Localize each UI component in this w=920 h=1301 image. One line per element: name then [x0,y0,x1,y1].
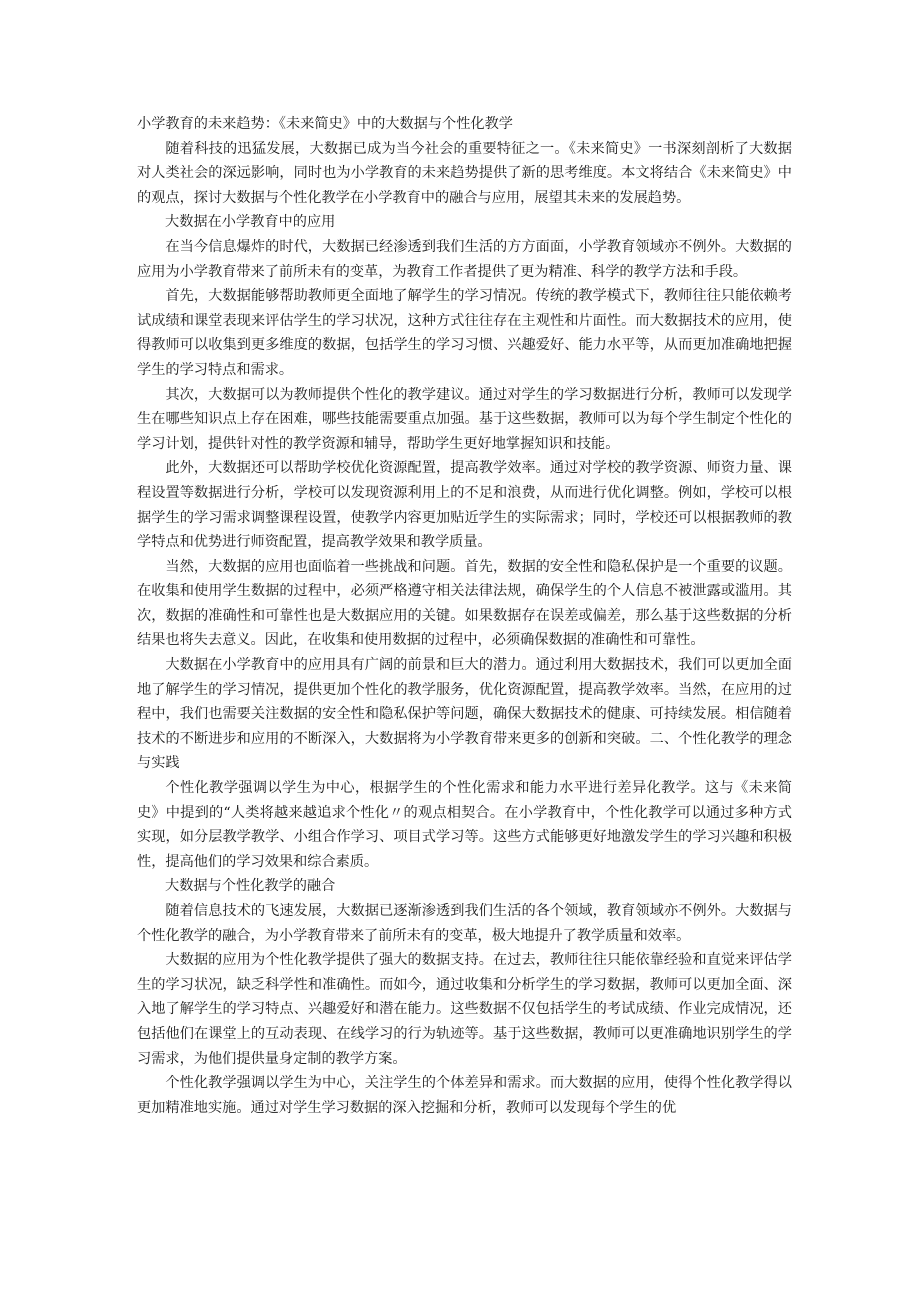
document-title: 小学教育的未来趋势：《未来简史》中的大数据与个性化教学 [137,116,513,132]
closing-text: 大数据在小学教育中的应用具有广阔的前景和巨大的潜力。通过利用大数据技术，我们可以更加全面地了解学生的学习情况，提供更加个性化的教学服务，优化资源配置，提高教学效率。当然，在应用的过程中，我们也需要关注数据的安全性和隐私保护等问题，确保大数据技术的健康、可持续发展。相信随着技术的不断进步和应用的不断深入，大数据将为小学教育带来更多的创新和突破。 [137,657,792,747]
body-paragraph: 其次，大数据可以为教师提供个性化的教学建议。通过对学生的学习数据进行分析，教师可以发现学生在哪些知识点上存在困难，哪些技能需要重点加强。基于这些数据，教师可以为每个学生制定个性化的学习计划，提供针对性的教学资源和辅导，帮助学生更好地掌握知识和技能。 [137,386,792,452]
closing-paragraph [137,653,792,776]
body-paragraph: 随着信息技术的飞速发展，大数据已逐渐渗透到我们生活的各个领域，教育领域亦不例外。大数据与个性化教学的融合，为小学教育带来了前所未有的变革，极大地提升了教学质量和效率。 [137,903,792,944]
body-paragraph: 个性化教学强调以学生为中心，关注学生的个体差异和需求。而大数据的应用，使得个性化教学得以更加精准地实施。通过对学生学习数据的深入挖掘和分析，教师可以发现每个学生的优 [137,1075,792,1116]
section-heading-big-data-application: 大数据在小学教育中的应用 [165,214,336,231]
section-heading-fusion: 大数据与个性化教学的融合 [165,878,336,895]
body-paragraph: 此外，大数据还可以帮助学校优化资源配置，提高教学效率。通过对学校的教学资源、师资力量、课程设置等数据进行分析，学校可以发现资源利用上的不足和浪费，从而进行优化调整。例如，学校可以根据学生的学习需求调整课程设置，使教学内容更加贴近学生的实际需求；同时，学校还可以根据教师的教学特点和优势进行师资配置，提高教学效果和教学质量。 [137,460,792,551]
section-heading-personalized-teaching: 二、个性化教学的理念与实践 [137,730,792,772]
body-paragraph: 在当今信息爆炸的时代，大数据已经渗透到我们生活的方方面面，小学教育领域亦不例外。大数据的应用为小学教育带来了前所未有的变革，为教育工作者提供了更为精准、科学的教学方法和手段。 [137,238,792,280]
document-page [137,112,792,1120]
intro-paragraph: 随着科技的迅猛发展，大数据已成为当今社会的重要特征之一。《未来简史》一书深刻剖析了大数据对人类社会的深远影响，同时也为小学教育的未来趋势提供了新的思考维度。本文将结合《未来简史》中的观点，探讨大数据与个性化教学在小学教育中的融合与应用，展望其未来的发展趋势。 [137,140,792,206]
body-paragraph: 个性化教学强调以学生为中心，根据学生的个性化需求和能力水平进行差异化教学。这与《未来简史》中提到的“人类将越来越追求个性化〃的观点相契合。在小学教育中，个性化教学可以通过多种方式实现，如分层教学教学、小组合作学习、项目式学习等。这些方式能够更好地激发学生的学习兴趣和积极性，提高他们的学习效果和综合素质。 [137,780,792,870]
body-paragraph: 当然，大数据的应用也面临着一些挑战和问题。首先，数据的安全性和隐私保护是一个重要的议题。在收集和使用学生数据的过程中，必须严格遵守相关法律法规，确保学生的个人信息不被泄露或滥用。其次，数据的准确性和可靠性也是大数据应用的关键。如果数据存在误差或偏差，那么基于这些数据的分析结果也将失去意义。因此，在收集和使用数据的过程中，必须确保数据的准确性和可靠性。 [137,558,792,649]
body-paragraph: 首先，大数据能够帮助教师更全面地了解学生的学习情况。传统的教学模式下，教师往往只能依赖考试成绩和课堂表现来评估学生的学习状况，这种方式往往存在主观性和片面性。而大数据技术的应用，使得教师可以收集到更多维度的数据，包括学生的学习习惯、兴趣爱好、能力水平等，从而更加准确地把握学生的学习特点和需求。 [137,288,792,378]
body-paragraph: 大数据的应用为个性化教学提供了强大的数据支持。在过去，教师往往只能依靠经验和直觉来评估学生的学习状况，缺乏科学性和准确性。而如今，通过收集和分析学生的学习数据，教师可以更加全面、深入地了解学生的学习特点、兴趣爱好和潜在能力。这些数据不仅包括学生的考试成绩、作业完成情况，还包括他们在课堂上的互动表现、在线学习的行为轨迹等。基于这些数据，教师可以更准确地识别学生的学习需求，为他们提供量身定制的教学方案。 [137,952,792,1067]
